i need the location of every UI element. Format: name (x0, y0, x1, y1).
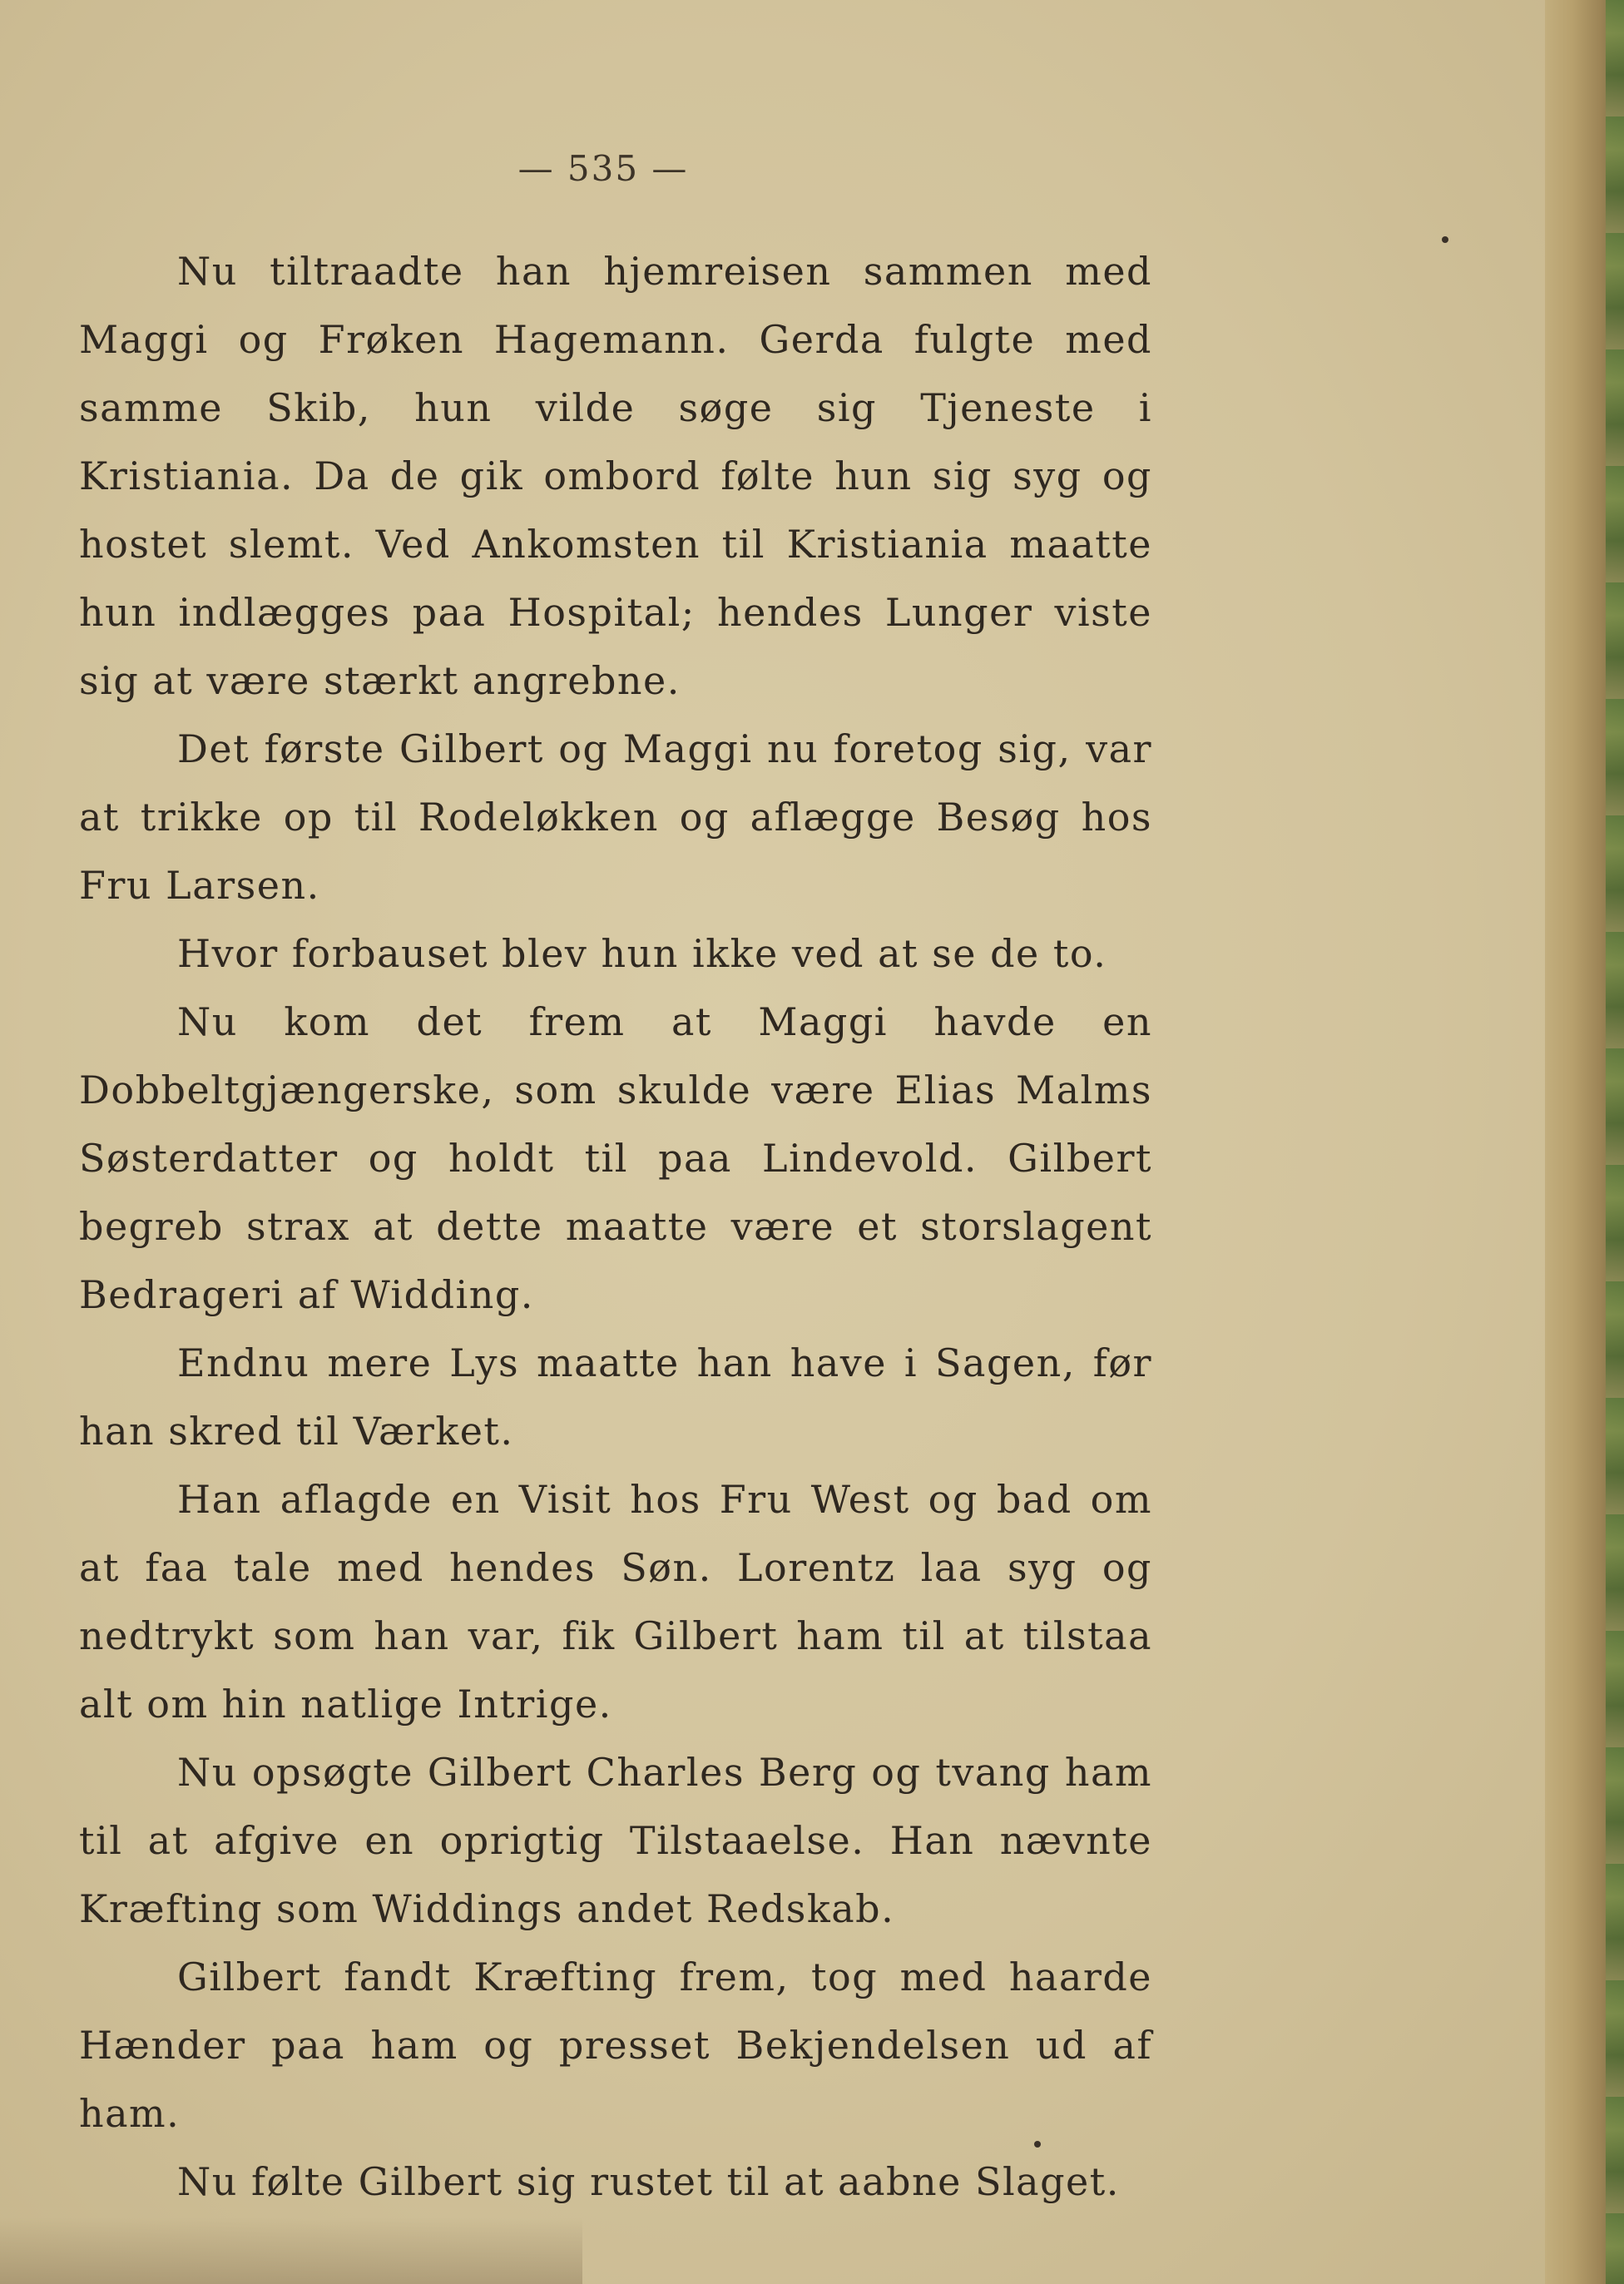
paragraph: Nu opsøgte Gilbert Charles Berg og tvang ham til at afgive en oprigtig Tilstaaelse. Han nævnte Kræfting som Widdings andet Redskab. (79, 1750, 1152, 1931)
paragraph: Nu tiltraadte han hjemreisen sammen med Maggi og Frøken Hagemann. Gerda fulgte med samme Skib, hun vilde søge sig Tjeneste i Kristiania. Da de gik ombord følte hun sig syg og hostet slemt. Ved Ankomsten til Kristiania maatte hun indlægges paa Hospital; hendes Lunger viste sig at være stærkt angrebne. (79, 249, 1152, 703)
ink-speck (1442, 236, 1448, 243)
binding-edge (1606, 0, 1624, 2284)
paragraph: Nu kom det frem at Maggi havde en Dobbeltgjængerske, som skulde være Elias Malms Søsterdatter og holdt til paa Lindevold. Gilbert begreb strax at dette maatte være et storslagent Bedrageri af Widding. (79, 999, 1152, 1317)
page-number: — 535 — (517, 148, 689, 189)
page-shadow (0, 2217, 582, 2284)
paragraph: Gilbert fandt Kræfting frem, tog med haarde Hænder paa ham og presset Bekjendelsen ud af ham. (79, 1955, 1152, 2136)
paragraph: Nu følte Gilbert sig rustet til at aabne Slaget. (177, 2159, 1120, 2204)
paragraph: Hvor forbauset blev hun ikke ved at se de to. (177, 931, 1107, 976)
body-text (79, 237, 1152, 2216)
paragraph: Endnu mere Lys maatte han have i Sagen, før han skred til Værket. (79, 1340, 1152, 1454)
paragraph: Han aflagde en Visit hos Fru West og bad om at faa tale med hendes Søn. Lorentz laa syg og nedtrykt som han var, fik Gilbert ham til at tilstaa alt om hin natlige Intrige. (79, 1477, 1152, 1727)
ink-speck (1034, 2141, 1041, 2148)
paragraph: Det første Gilbert og Maggi nu foretog sig, var at trikke op til Rodeløkken og aflægge Besøg hos Fru Larsen. (79, 726, 1152, 908)
